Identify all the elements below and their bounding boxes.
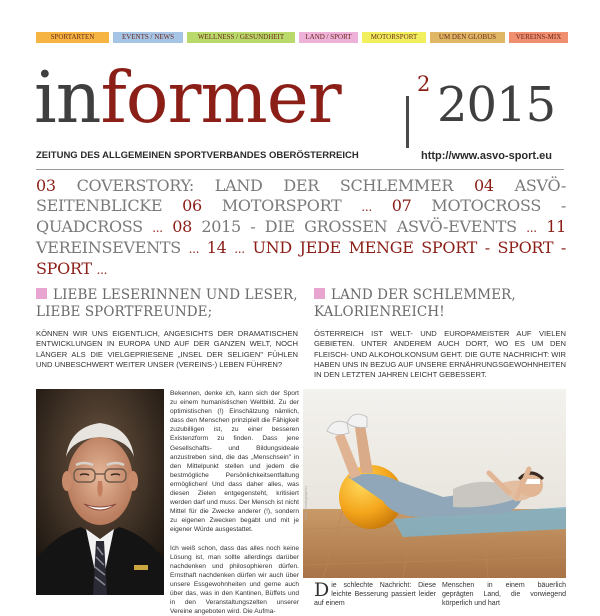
toc-num: 11	[546, 217, 566, 236]
fitness-photo	[303, 389, 566, 578]
tab-wellness-gesundheit[interactable]: WELLNESS / GESUNDHEIT	[187, 32, 295, 43]
tab-events-news[interactable]: EVENTS / NEWS	[113, 32, 183, 43]
masthead-divider	[406, 96, 409, 148]
tab-sportarten[interactable]: SPORTARTEN	[36, 32, 109, 43]
left-article-headline	[36, 287, 301, 321]
logo-former: former	[100, 56, 340, 139]
logo-in: in	[34, 56, 100, 139]
drop-cap: D	[314, 582, 329, 598]
fitness-image	[303, 389, 566, 578]
toc-separator: ...	[97, 263, 108, 277]
toc-separator: ...	[189, 242, 200, 256]
toc-num: 03	[36, 176, 56, 195]
toc-title[interactable]: MOTOCROSS - QUADCROSS	[36, 196, 566, 236]
toc-num: 06	[182, 196, 202, 215]
toc-num: 07	[392, 196, 412, 215]
issue-year: 2015	[437, 81, 555, 129]
toc-num: 04	[474, 176, 494, 195]
portrait-image	[36, 389, 164, 595]
toc-separator: ...	[152, 221, 163, 235]
toc-separator: ...	[361, 200, 372, 214]
toc-title[interactable]: ASVÖ-SEITENBLICKE	[36, 176, 566, 215]
pink-square-icon	[314, 288, 325, 299]
toc-title[interactable]: COVERSTORY: LAND DER SCHLEMMER	[77, 176, 454, 195]
table-of-contents	[36, 176, 566, 280]
toc-num: 14	[207, 238, 227, 257]
toc-title[interactable]: 2015 - DIE GROSSEN ASVÖ-EVENTS	[201, 217, 516, 236]
left-headline-text: LIEBE LESERINNEN UND LESER, LIEBE SPORTFREUNDE;	[36, 287, 298, 320]
category-tabs	[36, 32, 568, 43]
left-article-lead: KÖNNEN WIR UNS EIGENTLICH, ANGESICHTS DER DRAMATISCHEN ENTWICKLUNGEN IN EUROPA UND AUF DER GANZEN WELT, NOCH LÄNGER ALS DIE VIELGEPRIESENE „INSEL DER SELIGEN" FÜHLEN UND UNBESCHWERT WEITER UNSER (VEREINS-) LEBEN FÜHREN?	[36, 329, 298, 370]
tab-vereins-mix[interactable]: VEREINS-MIX	[509, 32, 568, 43]
right-article-headline	[314, 287, 566, 321]
photo-credit: Foto: photographer	[303, 486, 308, 520]
left-article-body	[170, 389, 299, 616]
tab-motorsport[interactable]: MOTORSPORT	[362, 32, 426, 43]
body-paragraph: Ich weiß schon, dass das alles noch keine Lösung ist, man sollte allerdings darüber nachdenken und philosophieren dürfen. Ernsthaft nachdenken dürfen wir auch über unsere Essgewohnheiten und gerne auch über das, was in den Kantinen, Büffets und in den Veranstaltungszelten unserer Vereine angeboten wird. Die Aufma-	[170, 544, 299, 616]
website-url[interactable]: http://www.asvo-sport.eu	[421, 150, 552, 162]
newspaper-subtitle: ZEITUNG DES ALLGEMEINEN SPORTVERBANDES OBERÖSTERREICH	[36, 150, 359, 161]
toc-title[interactable]: VEREINSEVENTS	[36, 238, 181, 257]
author-portrait	[36, 389, 164, 595]
issue-number: 2	[417, 74, 430, 95]
right-article-lead: ÖSTERREICH IST WELT- UND EUROPAMEISTER AUF VIELEN GEBIETEN. UNTER ANDEREM AUCH DORT, WO ES UM DEN FLEISCH- UND ALKOHOLKONSUM GEHT. DIE GUTE NACHRICHT: WIR HABEN UNS IN BEZUG AUF UNSERE ERNÄHRUNGSGEWOHNHEITEN IN DEN LETZTEN JAHREN LEICHT GEBESSERT.	[314, 329, 566, 380]
tab-um-den-globus[interactable]: UM DEN GLOBUS	[430, 32, 505, 43]
toc-num: 08	[172, 217, 192, 236]
header-rule	[36, 169, 564, 170]
pink-square-icon	[36, 288, 47, 299]
right-headline-text: LAND DER SCHLEMMER, KALORIENREICH!	[314, 287, 516, 320]
col1-text: ie schlechte Nachricht: Diese leichte Besserung passiert leider auf einem	[314, 582, 436, 607]
informer-logo	[34, 62, 341, 133]
toc-separator: ...	[526, 221, 537, 235]
toc-title[interactable]: UND JEDE MENGE SPORT - SPORT - SPORT	[36, 238, 566, 278]
tab-land-sport[interactable]: LAND / SPORT	[299, 32, 358, 43]
toc-separator: ...	[234, 242, 245, 256]
toc-title[interactable]: MOTORSPORT	[222, 196, 342, 215]
right-article-col1	[314, 581, 436, 608]
right-article-col2: Menschen in einem bäuerlich geprägten Land, die vorwiegend körperlich und hart	[442, 581, 566, 608]
body-paragraph: Bekennen, denke ich, kann sich der Sport zu einem humanistischen Weltbild. Zu der optimistischen (!) Einschätzung nämlich, dass den Menschen prinzipiell die Fähigkeit zuzubilligen ist, zu einer besseren Existenzform zu finden. Dass jene Gesellschafts- und Bildungsideale anzustreben sind, die das „Menschsein" in den Mittelpunkt stellen und jedem die bestmögliche Persönlichkeitsentfaltung ermöglichen! Und dass daher alles, was diesen Zielen entgegensteht, kritisiert werden darf und muss. Der Mensch ist nicht Mittel für die Zwecke anderer (!), sondern zu eigenen Zwecken begabt und mit je eigener Würde ausgestattet.	[170, 389, 299, 535]
